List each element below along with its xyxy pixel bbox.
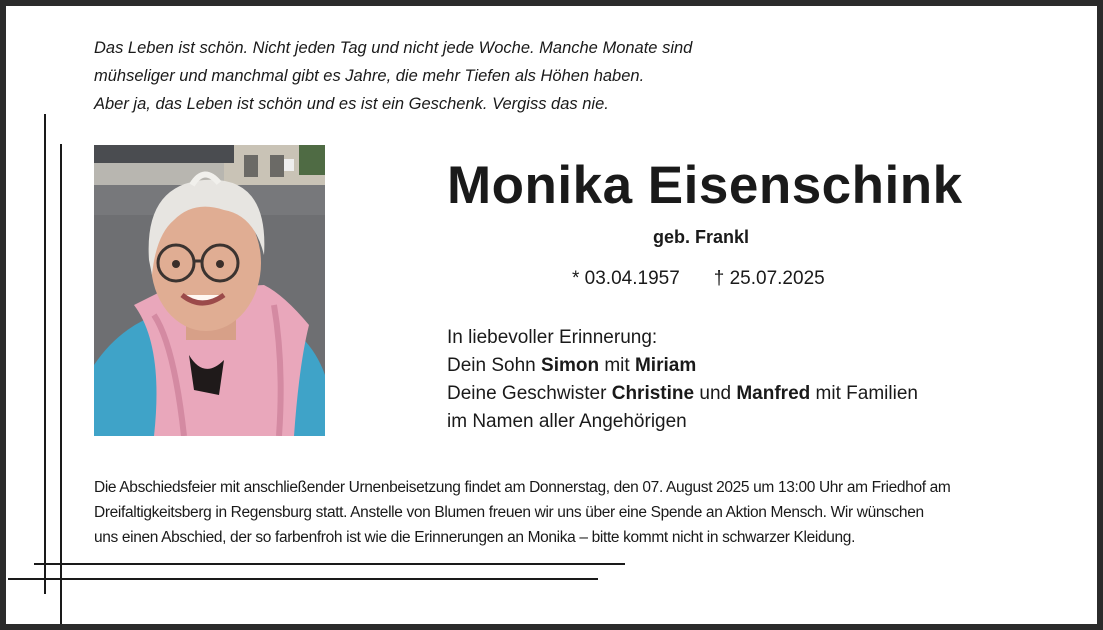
- maiden-name: geb. Frankl: [653, 227, 750, 247]
- obituary-card: [6, 6, 1097, 624]
- mourner-text: mit: [599, 355, 635, 376]
- quote-line: Das Leben ist schön. Nicht jeden Tag und nicht jede Woche. Manche Monate sind: [94, 39, 693, 57]
- quote-line: Aber ja, das Leben ist schön und es ist ein Geschenk. Vergiss das nie.: [94, 95, 609, 113]
- vertical-rule-left: [44, 114, 46, 594]
- horizontal-rule-bottom: [8, 578, 598, 580]
- notice-line: Dreifaltigkeitsberg in Regensburg statt. Anstelle von Blumen freuen wir uns über eine Spende an Aktion Mensch. Wir wünschen: [94, 504, 924, 521]
- quote-line: mühseliger und manchmal gibt es Jahre, die mehr Tiefen als Höhen haben.: [94, 67, 645, 85]
- death-date: † 25.07.2025: [713, 268, 825, 289]
- mourner-name: Simon: [541, 355, 600, 376]
- deceased-name: Monika Eisenschink: [447, 156, 963, 215]
- mourner-text: Dein Sohn: [447, 355, 542, 376]
- mourners-intro: In liebevoller Erinnerung:: [447, 327, 658, 348]
- portrait-photo: [94, 145, 325, 436]
- mourners-line-siblings: [447, 380, 918, 408]
- mourner-name: Christine: [611, 383, 695, 404]
- notice-line: Die Abschiedsfeier mit anschließender Urnenbeisetzung findet am Donnerstag, den 07. August 2025 um 13:00 Uhr am Friedhof am: [94, 479, 951, 496]
- mourners-block: [447, 324, 918, 436]
- life-dates: [572, 268, 825, 290]
- mourner-name: Miriam: [634, 355, 697, 376]
- mourners-closing: im Namen aller Angehörigen: [447, 411, 687, 432]
- notice-line: uns einen Abschied, der so farbenfroh ist wie die Erinnerungen an Monika – bitte kommt nicht in schwarzer Kleidung.: [94, 529, 856, 546]
- horizontal-rule-top: [34, 563, 625, 565]
- mourner-text: und: [694, 383, 737, 404]
- quote-block: [94, 34, 692, 118]
- vertical-rule-right: [60, 144, 62, 624]
- mourner-text: Deine Geschwister: [447, 383, 612, 404]
- birth-date: * 03.04.1957: [572, 268, 680, 289]
- mourner-text: mit Familien: [810, 383, 918, 404]
- funeral-notice: [94, 475, 1074, 550]
- mourner-name: Manfred: [736, 383, 811, 404]
- mourners-line-son: [447, 352, 918, 380]
